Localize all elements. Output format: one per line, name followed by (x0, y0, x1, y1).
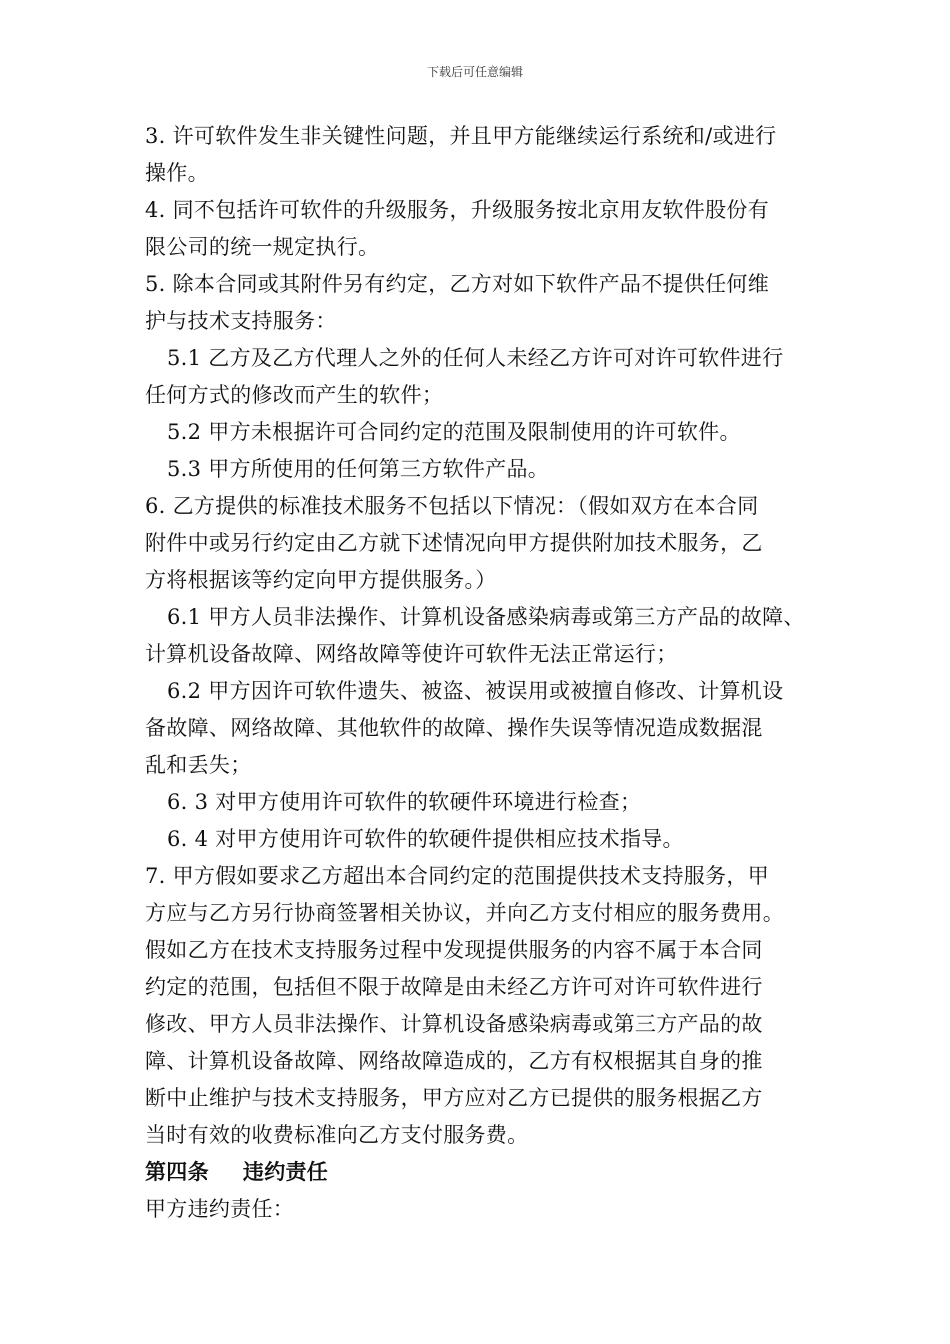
paragraph-line: 5. 除本合同或其附件另有约定，乙方对如下软件产品不提供任何维 (145, 272, 770, 296)
paragraph-line: 7. 甲方假如要求乙方超出本合同约定的范围提供技术支持服务，甲 (145, 864, 770, 888)
paragraph-line: 限公司的统一规定执行。 (145, 235, 380, 259)
document-body (145, 118, 825, 1228)
paragraph-line: 备故障、网络故障、其他软件的故障、操作失误等情况造成数据混 (145, 716, 763, 740)
paragraph-line: 任何方式的修改而产生的软件； (145, 383, 444, 407)
paragraph-line: 障、计算机设备故障、网络故障造成的，乙方有权根据其自身的推 (145, 1049, 763, 1073)
paragraph-line: 计算机设备故障、网络故障等使许可软件无法正常运行； (145, 642, 678, 666)
page-header: 下载后可任意编辑 (426, 65, 523, 79)
paragraph-line: 6. 乙方提供的标准技术服务不包括以下情况：（假如双方在本合同 (145, 494, 759, 518)
article-number: 第四条 (145, 1160, 209, 1184)
paragraph-line: 5.3 甲方所使用的任何第三方软件产品。 (167, 457, 550, 481)
paragraph-line: 方将根据该等约定向甲方提供服务。） (145, 568, 497, 592)
paragraph-line: 甲方违约责任： (145, 1197, 295, 1221)
paragraph-line: 乱和丢失； (145, 753, 252, 777)
paragraph-line: 当时有效的收费标准向乙方支付服务费。 (145, 1123, 529, 1147)
paragraph-line: 附件中或另行约定由乙方就下述情况向甲方提供附加技术服务，乙 (145, 531, 763, 555)
paragraph-line: 6.1 甲方人员非法操作、计算机设备感染病毒或第三方产品的故障、 (167, 605, 805, 629)
article-title: 违约责任 (242, 1160, 329, 1184)
paragraph-line: 4. 同不包括许可软件的升级服务，升级服务按北京用友软件股份有 (145, 198, 770, 222)
paragraph-line: 护与技术支持服务： (145, 309, 337, 333)
paragraph-line: 约定的范围，包括但不限于故障是由未经乙方许可对许可软件进行 (145, 975, 763, 999)
paragraph-line: 5.2 甲方未根据许可合同约定的范围及限制使用的许可软件。 (167, 420, 741, 444)
paragraph-line: 断中止维护与技术支持服务，甲方应对乙方已提供的服务根据乙方 (145, 1086, 763, 1110)
paragraph-line: 方应与乙方另行协商签署相关协议，并向乙方支付相应的服务费用。 (145, 901, 784, 925)
paragraph-line: 6. 4 对甲方使用许可软件的软硬件提供相应技术指导。 (167, 827, 684, 851)
article-heading (145, 1154, 825, 1191)
paragraph-line: 6.2 甲方因许可软件遗失、被盗、被误用或被擅自修改、计算机设 (167, 679, 784, 703)
paragraph-line: 假如乙方在技术支持服务过程中发现提供服务的内容不属于本合同 (145, 938, 763, 962)
paragraph-line: 修改、甲方人员非法操作、计算机设备感染病毒或第三方产品的故 (145, 1012, 763, 1036)
paragraph-line: 5.1 乙方及乙方代理人之外的任何人未经乙方许可对许可软件进行 (167, 346, 784, 370)
paragraph-line: 3. 许可软件发生非关键性问题，并且甲方能继续运行系统和/或进行 (145, 124, 777, 148)
paragraph-line: 操作。 (145, 161, 209, 185)
paragraph-line: 6. 3 对甲方使用许可软件的软硬件环境进行检查； (167, 790, 642, 814)
